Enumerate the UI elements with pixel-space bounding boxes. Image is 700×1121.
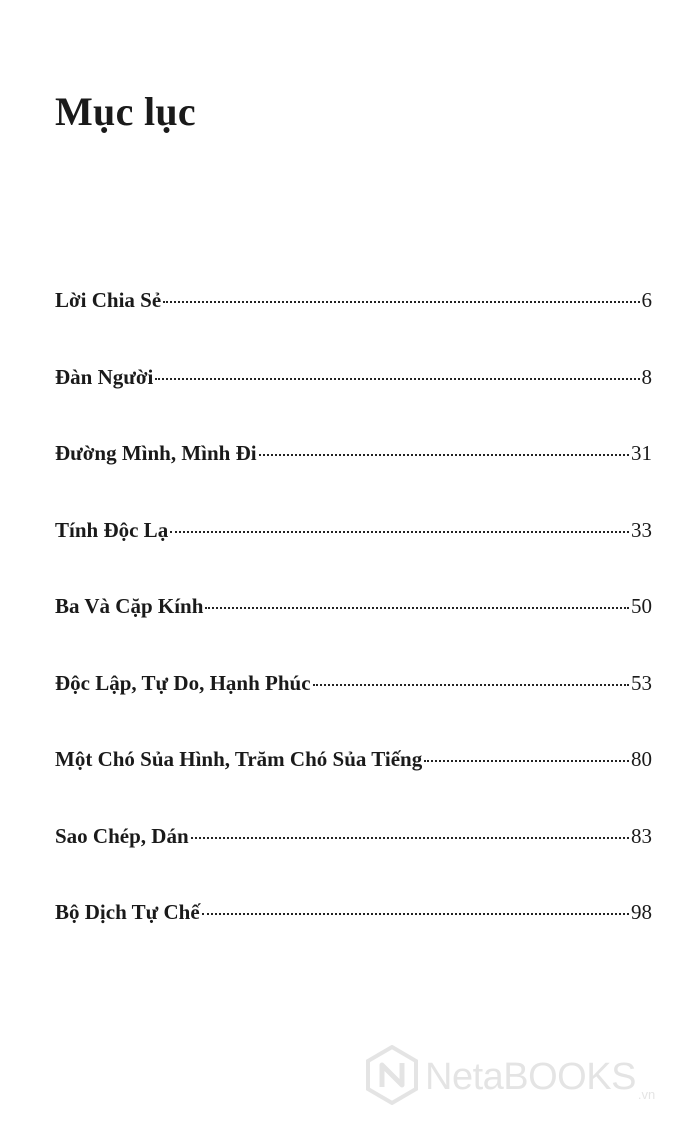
toc-entry-page: 83 [631,823,652,848]
toc-entry-title: Một Chó Sủa Hình, Trăm Chó Sủa Tiếng [55,747,423,771]
toc-entry-page: 6 [641,288,652,312]
toc-entry-page: 80 [631,747,652,771]
watermark-text: NetaBOOKS [425,1056,636,1098]
dot-leader [163,301,639,303]
toc-entry-title: Lời Chia Sẻ [55,288,162,312]
dot-leader [191,837,629,839]
toc-entry[interactable] [55,747,652,824]
toc-entry[interactable] [55,288,652,365]
toc-entry-title: Ba Và Cặp Kính [55,594,204,618]
table-of-contents [55,288,652,977]
toc-entry-page: 98 [631,900,652,924]
toc-entry-page: 31 [631,441,652,465]
toc-entry[interactable] [55,365,652,442]
dot-leader [155,378,639,380]
netabooks-watermark [365,1045,655,1110]
dot-leader [205,607,629,609]
toc-entry-page: 8 [641,364,652,389]
toc-entry-title: Tính Độc Lạ [55,517,169,542]
toc-entry-page: 50 [631,594,652,618]
toc-entry[interactable] [55,594,652,671]
toc-entry-title: Độc Lập, Tự Do, Hạnh Phúc [55,670,311,695]
toc-entry-page: 33 [631,517,652,542]
toc-entry-page: 53 [631,670,652,695]
dot-leader [259,454,629,456]
dot-leader [313,684,629,686]
netabooks-logo-icon [365,1045,419,1110]
toc-entry[interactable] [55,900,652,977]
toc-entry[interactable] [55,671,652,748]
toc-entry-title: Bộ Dịch Tự Chế [55,900,200,924]
page-title: Mục lục [55,89,196,134]
dot-leader [424,760,629,762]
toc-entry-title: Đàn Người [55,364,154,389]
toc-entry[interactable] [55,518,652,595]
toc-entry[interactable] [55,824,652,901]
toc-entry-title: Sao Chép, Dán [55,823,189,848]
watermark-suffix: .vn [637,1087,656,1102]
toc-entry[interactable] [55,441,652,518]
toc-entry-title: Đường Mình, Mình Đi [55,441,257,465]
dot-leader [170,531,629,533]
dot-leader [202,913,629,915]
